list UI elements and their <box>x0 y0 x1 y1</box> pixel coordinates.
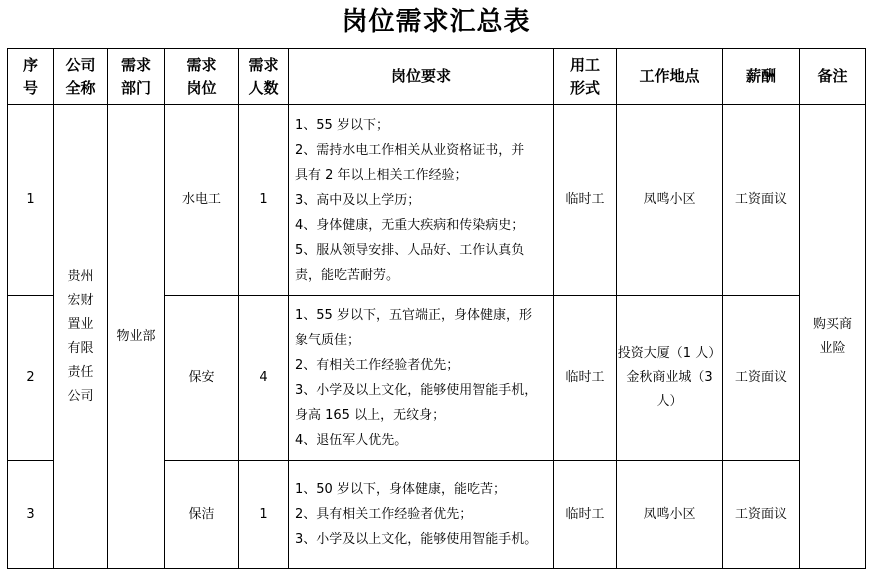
cell-location: 投资大厦（1 人） 金秋商业城（3 人） <box>617 296 723 461</box>
cell-position: 保安 <box>165 296 239 461</box>
cell-salary: 工资面议 <box>723 461 800 569</box>
cell-requirements: 1、55 岁以下，五官端正，身体健康，形 象气质佳； 2、有相关工作经验者优先； 3、小学及以上文化，能够使用智能手机， 身高 165 以上，无纹身； 4、退伍军人优先。 <box>289 296 554 461</box>
cell-department: 物业部 <box>108 105 165 569</box>
cell-position: 保洁 <box>165 461 239 569</box>
header-dept: 需求 部门 <box>108 49 165 105</box>
cell-count: 4 <box>239 296 289 461</box>
cell-remarks: 购买商 业险 <box>800 105 866 569</box>
cell-employment: 临时工 <box>554 105 617 296</box>
cell-salary: 工资面议 <box>723 296 800 461</box>
position-demand-table <box>7 48 866 569</box>
cell-salary: 工资面议 <box>723 105 800 296</box>
cell-seq: 1 <box>8 105 54 296</box>
cell-employment: 临时工 <box>554 296 617 461</box>
cell-count: 1 <box>239 461 289 569</box>
cell-employment: 临时工 <box>554 461 617 569</box>
cell-seq: 3 <box>8 461 54 569</box>
header-count: 需求 人数 <box>239 49 289 105</box>
header-location: 工作地点 <box>617 49 723 105</box>
cell-location: 凤鸣小区 <box>617 105 723 296</box>
table-row <box>8 105 866 296</box>
cell-requirements: 1、50 岁以下，身体健康，能吃苦； 2、具有相关工作经验者优先； 3、小学及以上文化，能够使用智能手机。 <box>289 461 554 569</box>
cell-requirements: 1、55 岁以下； 2、需持水电工作相关从业资格证书，并 具有 2 年以上相关工作经验； 3、高中及以上学历； 4、身体健康，无重大疾病和传染病史； 5、服从领导安排、人品好、工作认真负 责，能吃苦耐劳。 <box>289 105 554 296</box>
header-remarks: 备注 <box>800 49 866 105</box>
header-salary: 薪酬 <box>723 49 800 105</box>
header-employment: 用工 形式 <box>554 49 617 105</box>
header-position: 需求 岗位 <box>165 49 239 105</box>
header-company: 公司 全称 <box>54 49 108 105</box>
header-row <box>8 49 866 105</box>
page-title: 岗位需求汇总表 <box>341 7 531 37</box>
cell-position: 水电工 <box>165 105 239 296</box>
header-seq: 序 号 <box>8 49 54 105</box>
cell-company: 贵州 宏财 置业 有限 责任 公司 <box>54 105 108 569</box>
header-requirements: 岗位要求 <box>289 49 554 105</box>
cell-count: 1 <box>239 105 289 296</box>
cell-location: 凤鸣小区 <box>617 461 723 569</box>
cell-seq: 2 <box>8 296 54 461</box>
